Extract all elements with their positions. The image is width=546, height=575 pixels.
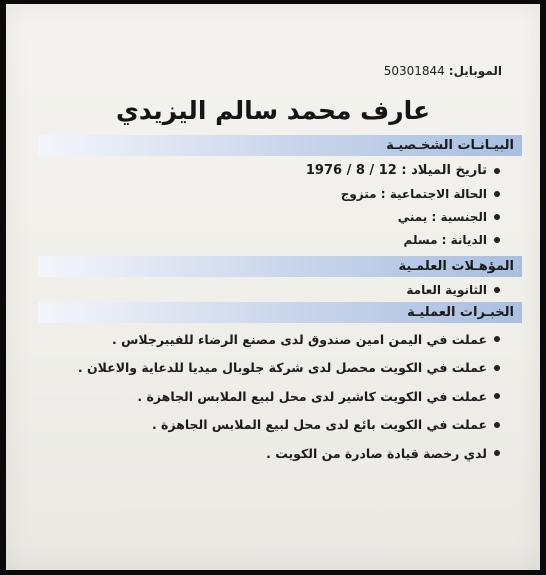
bullet-icon (494, 214, 500, 220)
marital-status: الحالة الاجتماعية : متزوج (340, 186, 487, 201)
experience-item: عملت في الكويت كاشير لدى محل لبيع الملابس الجاهزة . (137, 388, 487, 404)
bullet-icon (494, 237, 500, 243)
nationality: الجنسية : يمني (397, 209, 487, 224)
bullet-icon (494, 422, 500, 428)
list-item (78, 382, 500, 411)
birth-date: تاريخ الميلاد : 12 / 8 / 1976 (305, 163, 487, 178)
personal-info-list (306, 159, 500, 251)
list-item (78, 439, 500, 468)
religion: الديانة : مسلم (403, 232, 487, 247)
personal-section-header (38, 135, 522, 156)
bullet-icon (494, 336, 500, 342)
list-item (306, 159, 500, 182)
list-item (306, 228, 500, 251)
experience-item: عملت في اليمن امين صندوق لدى مصنع الرضاء للفيبرجلاس . (112, 331, 487, 347)
bullet-icon (494, 393, 500, 399)
education-item: الثانوية العامة (406, 283, 487, 297)
bullet-icon (494, 191, 500, 197)
cv-page (6, 4, 540, 570)
bullet-icon (494, 287, 500, 293)
bullet-icon (494, 450, 500, 456)
list-item (78, 325, 500, 354)
experience-item: عملت في الكويت محصل لدى شركة جلوبال ميديا للدعاية والاعلان . (77, 360, 487, 376)
bullet-icon (494, 365, 500, 371)
bullet-icon (494, 168, 500, 174)
experience-list (78, 325, 500, 468)
personal-section-title: البيـانـات الشخـصيـة (386, 138, 514, 153)
education-list (406, 279, 500, 301)
list-item (306, 182, 500, 205)
mobile-label: الموبايل: (448, 64, 502, 78)
list-item (78, 411, 500, 440)
list-item (306, 205, 500, 228)
experience-item: لدي رخصة قيادة صادرة من الكويت . (266, 445, 487, 461)
experience-section-title: الخبـرات العمليـة (407, 305, 514, 320)
mobile-line (384, 64, 502, 78)
experience-section-header (38, 302, 522, 323)
education-section-title: المؤهـلات العلمـية (398, 259, 514, 274)
mobile-number: 50301844 (383, 64, 445, 78)
list-item (78, 354, 500, 383)
education-section-header (38, 256, 522, 277)
experience-item: عملت في الكويت بائع لدى محل لبيع الملابس الجاهزة . (151, 417, 487, 433)
list-item (406, 279, 500, 301)
person-name: عارف محمد سالم اليزيدي (115, 96, 431, 125)
